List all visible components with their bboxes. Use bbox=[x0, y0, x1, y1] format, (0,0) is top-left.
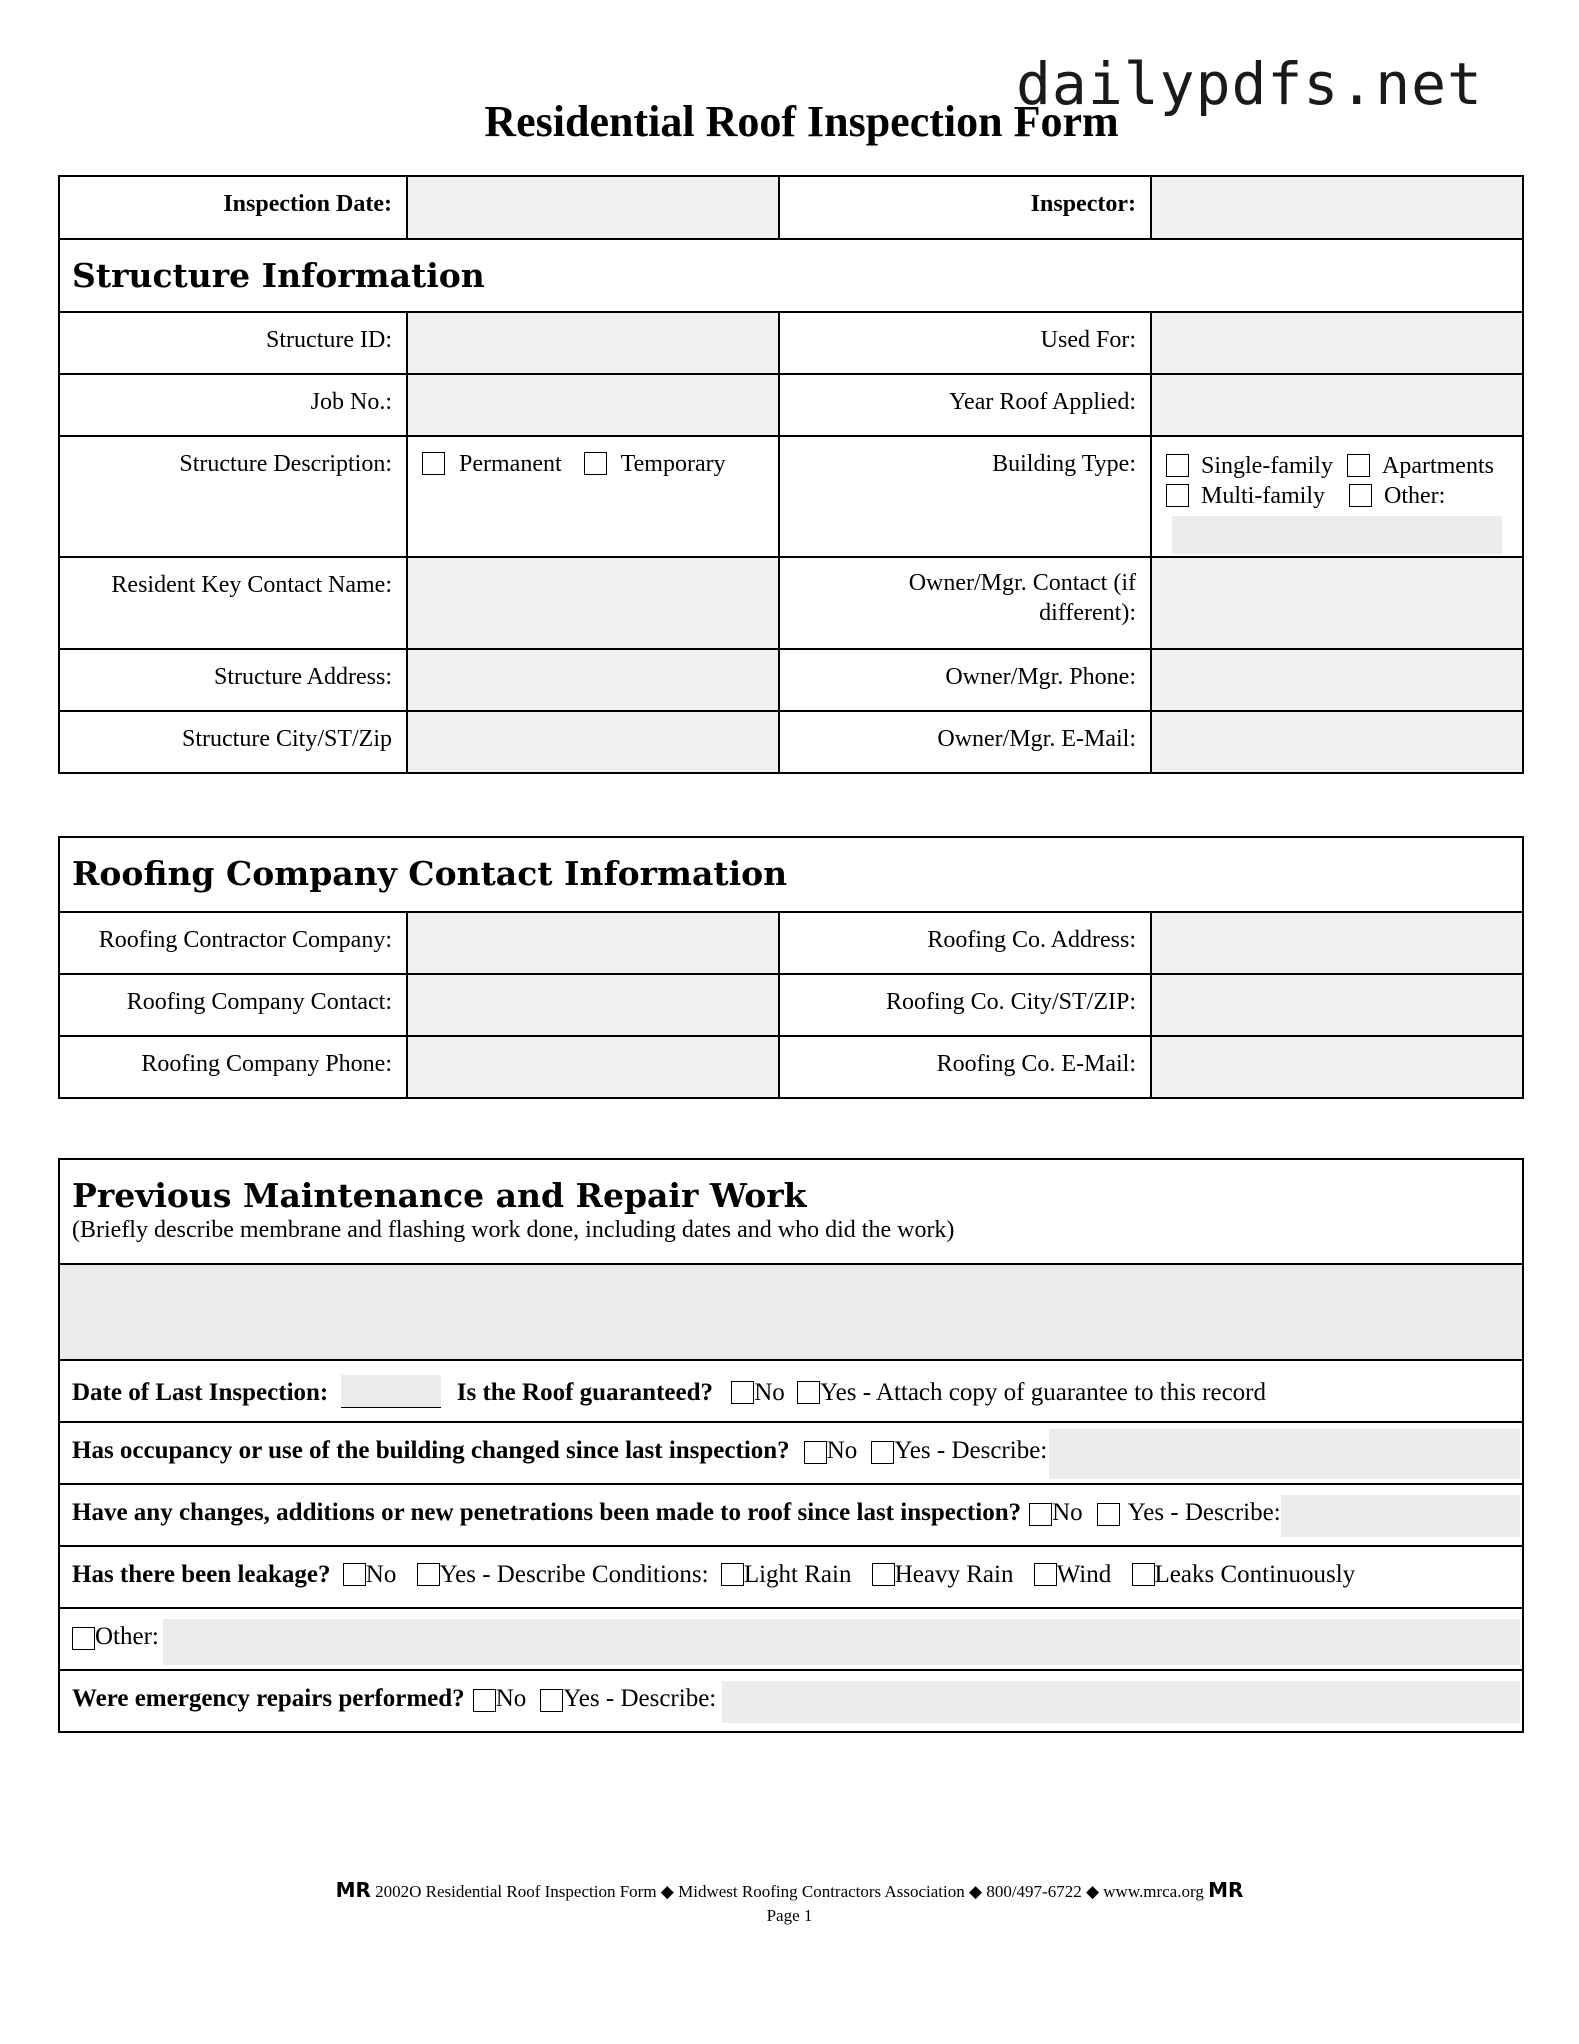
changes-question: Have any changes, additions or new penetrations been made to roof since last inspection? bbox=[72, 1499, 1022, 1526]
occupancy-no-label: No bbox=[826, 1437, 858, 1464]
multi-family-label: Multi-family bbox=[1201, 483, 1325, 509]
structure-table bbox=[58, 175, 1524, 774]
roofing-company-label: Roofing Contractor Company: bbox=[60, 913, 408, 973]
changes-yes-checkbox[interactable] bbox=[1097, 1503, 1120, 1526]
other-leak-label: Other: bbox=[95, 1623, 159, 1650]
roofing-phone-label: Roofing Company Phone: bbox=[60, 1037, 408, 1097]
leakage-yes-checkbox[interactable] bbox=[417, 1563, 440, 1586]
guaranteed-yes-label: Yes - Attach copy of guarantee to this record bbox=[820, 1379, 1267, 1406]
multi-family-checkbox[interactable] bbox=[1166, 484, 1189, 507]
owner-phone-label: Owner/Mgr. Phone: bbox=[780, 650, 1152, 710]
occupancy-question: Has occupancy or use of the building changed since last inspection? bbox=[72, 1437, 790, 1464]
structure-city-label: Structure City/ST/Zip bbox=[60, 712, 408, 772]
inspection-date-field[interactable] bbox=[408, 177, 780, 238]
changes-yes-label: Yes - Describe: bbox=[1127, 1499, 1281, 1526]
roofing-address-field[interactable] bbox=[1152, 913, 1522, 973]
roofing-contact-field[interactable] bbox=[408, 975, 780, 1035]
occupancy-yes-label: Yes - Describe: bbox=[894, 1437, 1048, 1464]
changes-describe-field[interactable] bbox=[1281, 1495, 1520, 1537]
year-roof-applied-label: Year Roof Applied: bbox=[780, 375, 1152, 435]
guaranteed-no-checkbox[interactable] bbox=[731, 1381, 754, 1404]
apartments-checkbox[interactable] bbox=[1347, 454, 1370, 477]
guaranteed-no-label: No bbox=[754, 1379, 785, 1406]
building-type-options bbox=[1152, 437, 1522, 556]
roofing-phone-field[interactable] bbox=[408, 1037, 780, 1097]
roofing-contact-label: Roofing Company Contact: bbox=[60, 975, 408, 1035]
mrca-logo-icon: MR bbox=[335, 1878, 371, 1902]
roofing-city-label: Roofing Co. City/ST/ZIP: bbox=[780, 975, 1152, 1035]
emergency-yes-label: Yes - Describe: bbox=[563, 1685, 717, 1712]
permanent-label: Permanent bbox=[459, 451, 562, 477]
owner-email-label: Owner/Mgr. E-Mail: bbox=[780, 712, 1152, 772]
watermark: dailypdfs.net bbox=[1016, 50, 1483, 118]
previous-work-heading: Previous Maintenance and Repair Work bbox=[72, 1176, 807, 1215]
roofing-company-table bbox=[58, 836, 1524, 1099]
wind-label: Wind bbox=[1056, 1561, 1112, 1588]
occupancy-no-checkbox[interactable] bbox=[804, 1441, 827, 1464]
single-family-checkbox[interactable] bbox=[1166, 454, 1189, 477]
leaks-continuously-checkbox[interactable] bbox=[1132, 1563, 1155, 1586]
roofing-heading: Roofing Company Contact Information bbox=[72, 854, 788, 893]
permanent-checkbox[interactable] bbox=[422, 452, 445, 475]
changes-no-checkbox[interactable] bbox=[1029, 1503, 1052, 1526]
owner-email-field[interactable] bbox=[1152, 712, 1522, 772]
inspector-label: Inspector: bbox=[780, 177, 1152, 238]
last-inspection-label: Date of Last Inspection: bbox=[72, 1379, 329, 1406]
inspector-field[interactable] bbox=[1152, 177, 1522, 238]
temporary-checkbox[interactable] bbox=[584, 452, 607, 475]
inspection-date-label: Inspection Date: bbox=[60, 177, 408, 238]
structure-id-label: Structure ID: bbox=[60, 313, 408, 373]
leakage-no-checkbox[interactable] bbox=[343, 1563, 366, 1586]
emergency-no-checkbox[interactable] bbox=[473, 1689, 496, 1712]
job-no-field[interactable] bbox=[408, 375, 780, 435]
heavy-rain-checkbox[interactable] bbox=[872, 1563, 895, 1586]
wind-checkbox[interactable] bbox=[1034, 1563, 1057, 1586]
owner-contact-field[interactable] bbox=[1152, 558, 1522, 648]
job-no-label: Job No.: bbox=[60, 375, 408, 435]
roofing-email-label: Roofing Co. E-Mail: bbox=[780, 1037, 1152, 1097]
heavy-rain-label: Heavy Rain bbox=[894, 1561, 1014, 1588]
roofing-city-field[interactable] bbox=[1152, 975, 1522, 1035]
other-leak-checkbox[interactable] bbox=[72, 1627, 95, 1650]
occupancy-yes-checkbox[interactable] bbox=[871, 1441, 894, 1464]
structure-description-label: Structure Description: bbox=[60, 437, 408, 556]
structure-city-field[interactable] bbox=[408, 712, 780, 772]
leakage-no-label: No bbox=[365, 1561, 397, 1588]
emergency-yes-checkbox[interactable] bbox=[540, 1689, 563, 1712]
guaranteed-question: Is the Roof guaranteed? bbox=[456, 1379, 713, 1406]
roofing-company-field[interactable] bbox=[408, 913, 780, 973]
footer-text: 2002O Residential Roof Inspection Form ◆ Midwest Roofing Contractors Association ◆ 800/497-6722 ◆ www.mrca.org bbox=[375, 1882, 1204, 1901]
other-building-field[interactable] bbox=[1172, 516, 1502, 554]
other-building-label: Other: bbox=[1383, 483, 1446, 509]
emergency-question: Were emergency repairs performed? bbox=[72, 1685, 465, 1712]
roofing-address-label: Roofing Co. Address: bbox=[780, 913, 1152, 973]
resident-contact-label: Resident Key Contact Name: bbox=[60, 558, 408, 648]
single-family-label: Single-family bbox=[1201, 453, 1333, 479]
mrca-logo-icon-right: MR bbox=[1208, 1878, 1244, 1902]
structure-heading: Structure Information bbox=[72, 256, 485, 295]
occupancy-describe-field[interactable] bbox=[1049, 1429, 1520, 1479]
structure-description-options bbox=[408, 437, 780, 556]
roofing-email-field[interactable] bbox=[1152, 1037, 1522, 1097]
previous-work-subheading: (Briefly describe membrane and flashing work done, including dates and who did the work) bbox=[72, 1217, 955, 1243]
previous-work-table bbox=[58, 1158, 1524, 1733]
owner-contact-label: Owner/Mgr. Contact (if different): bbox=[780, 558, 1152, 648]
leaks-continuously-label: Leaks Continuously bbox=[1154, 1561, 1356, 1588]
leakage-question: Has there been leakage? bbox=[72, 1561, 331, 1588]
structure-address-field[interactable] bbox=[408, 650, 780, 710]
page-number: Page 1 bbox=[766, 1906, 813, 1925]
footer bbox=[0, 1878, 1579, 1926]
guaranteed-yes-checkbox[interactable] bbox=[797, 1381, 820, 1404]
light-rain-label: Light Rain bbox=[743, 1561, 852, 1588]
year-roof-applied-field[interactable] bbox=[1152, 375, 1522, 435]
changes-no-label: No bbox=[1052, 1499, 1083, 1526]
building-type-label: Building Type: bbox=[780, 437, 1152, 556]
emergency-describe-field[interactable] bbox=[722, 1681, 1520, 1723]
previous-work-description-field[interactable] bbox=[60, 1265, 1522, 1359]
resident-contact-field[interactable] bbox=[408, 558, 780, 648]
apartments-label: Apartments bbox=[1381, 453, 1494, 479]
temporary-label: Temporary bbox=[620, 451, 726, 477]
emergency-no-label: No bbox=[495, 1685, 527, 1712]
used-for-label: Used For: bbox=[780, 313, 1152, 373]
light-rain-checkbox[interactable] bbox=[721, 1563, 744, 1586]
page-title: Residential Roof Inspection Form bbox=[484, 97, 1119, 146]
last-inspection-field[interactable] bbox=[341, 1375, 441, 1408]
owner-phone-field[interactable] bbox=[1152, 650, 1522, 710]
structure-id-field[interactable] bbox=[408, 313, 780, 373]
leakage-yes-label: Yes - Describe Conditions: bbox=[439, 1561, 709, 1588]
used-for-field[interactable] bbox=[1152, 313, 1522, 373]
other-leak-field[interactable] bbox=[163, 1619, 1520, 1665]
structure-address-label: Structure Address: bbox=[60, 650, 408, 710]
other-building-checkbox[interactable] bbox=[1349, 484, 1372, 507]
